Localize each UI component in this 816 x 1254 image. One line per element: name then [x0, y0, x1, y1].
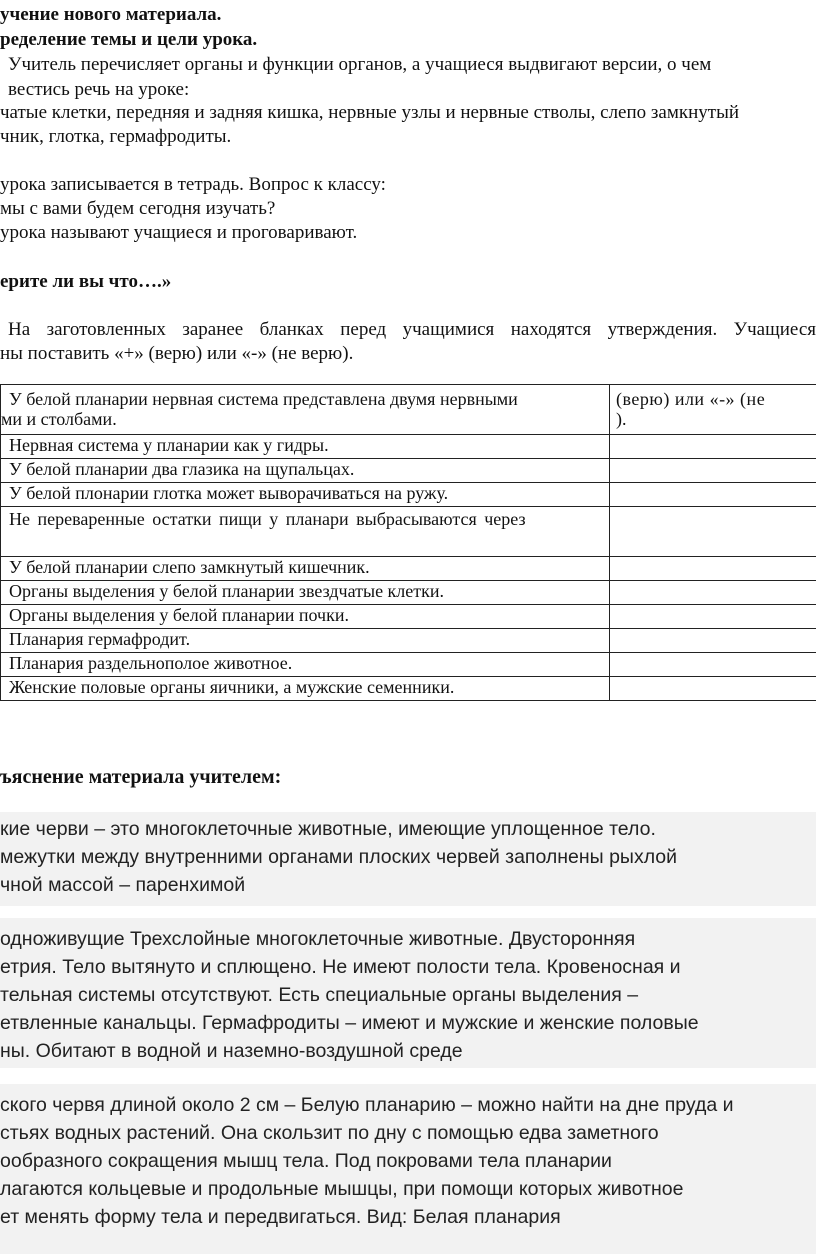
- statement-text: У белой планарии слепо замкнутый кишечник.: [9, 557, 370, 577]
- para3-line-4: лагаются кольцевые и продольные мышцы, при помощи которых животное: [0, 1178, 684, 1200]
- section-title-topic-goals: ределение темы и цели урока.: [0, 29, 258, 50]
- intro-line-4: чник, глотка, гермафродиты.: [0, 126, 232, 147]
- table-row: [1, 581, 816, 605]
- answer-cell[interactable]: [610, 605, 816, 629]
- table-row: [1, 507, 816, 557]
- para1-line-1: кие черви – это многоклеточные животные, имеющие уплощенное тело.: [0, 818, 656, 840]
- answer-header-cell: [610, 385, 816, 435]
- table-row: [1, 605, 816, 629]
- intro-line-2: вестись речь на уроке:: [8, 79, 190, 100]
- para2-line-3: тельная системы отсутствуют. Есть специальные органы выделения –: [0, 984, 639, 1006]
- statement-cell: [1, 385, 610, 435]
- answer-cell[interactable]: [610, 557, 816, 581]
- statement-text: Женские половые органы яичники, а мужские семенники.: [9, 677, 455, 697]
- table-row: [1, 385, 816, 435]
- table-row: [1, 459, 816, 483]
- answer-cell[interactable]: [610, 629, 816, 653]
- answer-cell[interactable]: [610, 581, 816, 605]
- statement-text: У белой планарии два глазика на щупальцах.: [9, 459, 355, 479]
- answer-cell[interactable]: [610, 677, 816, 701]
- quiz-intro-line-1: На заготовленных заранее бланках перед учащимися находятся утверждения. Учащиеся: [8, 319, 816, 340]
- table-row: [1, 677, 816, 701]
- table-row: [1, 557, 816, 581]
- table-row: [1, 435, 816, 459]
- table-row: [1, 653, 816, 677]
- para2-line-5: ны. Обитают в водной и наземно-воздушной среде: [0, 1040, 463, 1062]
- section-title-new-material: учение нового материала.: [0, 4, 222, 25]
- intro-line-3: чатые клетки, передняя и задняя кишка, нервные узлы и нервные стволы, слепо замкнутый: [0, 102, 740, 123]
- para3-line-1: ского червя длиной около 2 см – Белую планарию – можно найти на дне пруда и: [0, 1094, 734, 1116]
- statement-text: Планария раздельнополое животное.: [9, 653, 293, 673]
- para2-line-1: одноживущие Трехслойные многоклеточные животные. Двусторонняя: [0, 928, 636, 950]
- para3-line-5: ет менять форму тела и передвигаться. Вид: Белая планария: [0, 1206, 561, 1228]
- para2-line-2: етрия. Тело вытянуто и сплющено. Не имеют полости тела. Кровеносная и: [0, 956, 681, 978]
- para1-line-3: чной массой – паренхимой: [0, 874, 246, 896]
- statement-cell: [1, 581, 610, 605]
- intro-line-1: Учитель перечисляет органы и функции органов, а учащиеся выдвигают версии, о чем: [8, 54, 712, 75]
- statement-cell: [1, 629, 610, 653]
- quiz-title: ерите ли вы что….»: [0, 271, 172, 292]
- para3-line-3: ообразного сокращения мышц тела. Под покровами тела планарии: [0, 1150, 612, 1172]
- statement-cell: [1, 459, 610, 483]
- topic-line-2: мы с вами будем сегодня изучать?: [0, 198, 276, 219]
- answer-cell[interactable]: [610, 483, 816, 507]
- statement-text: Не переваренные остатки пищи у планари выбрасываются через: [9, 509, 526, 529]
- answer-cell[interactable]: [610, 435, 816, 459]
- statement-cell: [1, 557, 610, 581]
- statement-text-cont: ми и столбами.: [1, 409, 117, 429]
- para1-line-2: межутки между внутренними органами плоских червей заполнены рыхлой: [0, 846, 678, 868]
- quiz-intro-line-2: ны поставить «+» (верю) или «-» (не верю).: [0, 343, 354, 364]
- para2-line-4: етвленные канальцы. Гермафродиты – имеют и мужские и женские половые: [0, 1012, 699, 1034]
- explanation-title: ъяснение материала учителем:: [0, 766, 282, 788]
- statement-cell: [1, 483, 610, 507]
- topic-line-3: урока называют учащиеся и проговаривают.: [0, 222, 358, 243]
- table-row: [1, 483, 816, 507]
- statement-cell: [1, 435, 610, 459]
- answer-header-text: (верю) или «-» (не: [616, 389, 766, 409]
- statement-text: Планария гермафродит.: [9, 629, 191, 649]
- para3-line-2: стьях водных растений. Она скользит по дну с помощью едва заметного: [0, 1122, 659, 1144]
- answer-cell[interactable]: [610, 459, 816, 483]
- statement-text: Нервная система у планарии как у гидры.: [9, 435, 329, 455]
- statement-cell: [1, 677, 610, 701]
- answer-cell[interactable]: [610, 653, 816, 677]
- answer-header-text-cont: ).: [616, 409, 627, 429]
- statement-text: Органы выделения у белой планарии почки.: [9, 605, 349, 625]
- statements-table: [0, 384, 816, 701]
- answer-cell[interactable]: [610, 507, 816, 557]
- statement-cell: [1, 605, 610, 629]
- statement-cell: [1, 653, 610, 677]
- statement-text: У белой плонарии глотка может выворачиваться на ружу.: [9, 483, 449, 503]
- statement-text: У белой планарии нервная система представлена двумя нервными: [9, 389, 518, 409]
- statement-text: Органы выделения у белой планарии звездчатые клетки.: [9, 581, 445, 601]
- statement-cell: [1, 507, 610, 557]
- table-row: [1, 629, 816, 653]
- topic-line-1: урока записывается в тетрадь. Вопрос к классу:: [0, 174, 386, 195]
